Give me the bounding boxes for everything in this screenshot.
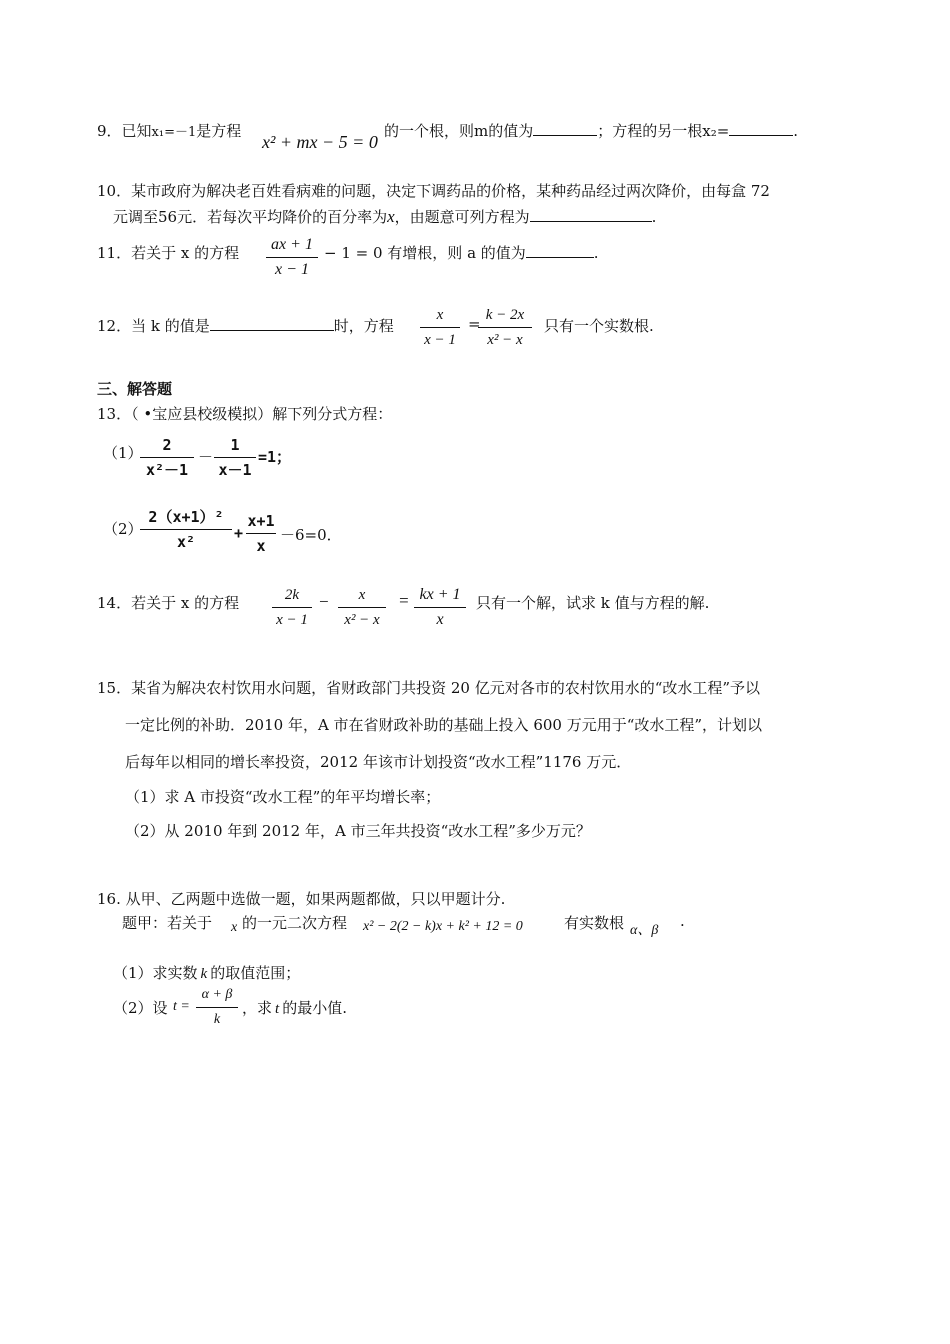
q12-den1: x − 1 bbox=[424, 332, 456, 348]
q14-den2: x² − x bbox=[344, 612, 380, 628]
q16-dot: · bbox=[680, 916, 685, 934]
q9-blank-m[interactable] bbox=[533, 121, 597, 136]
q12-fraction-2 bbox=[478, 306, 532, 349]
q16-sub2-a: （2）设 bbox=[113, 999, 168, 1017]
q13-p2-num1: 2（x+1）² bbox=[148, 508, 224, 526]
q13-p1-num2: 1 bbox=[230, 436, 240, 454]
q14-fraction-1 bbox=[272, 586, 312, 629]
q9-end: . bbox=[793, 122, 799, 140]
q16-t-lhs: t = bbox=[173, 999, 190, 1014]
q11-end: . bbox=[593, 244, 599, 262]
q9-prefix: 9．已知 bbox=[97, 122, 152, 140]
q14-num3: kx + 1 bbox=[419, 586, 461, 603]
q13-p1-den2: x－1 bbox=[218, 461, 252, 479]
q13-p1-frac2 bbox=[214, 436, 256, 479]
q13-p1-label: （1） bbox=[103, 444, 143, 462]
q16-t-fraction bbox=[196, 986, 238, 1029]
q13-p2-num2: x+1 bbox=[247, 512, 275, 530]
q13-p1-minus: － bbox=[198, 448, 214, 466]
q12-num2: k − 2x bbox=[485, 307, 525, 323]
q16-t-var: t bbox=[275, 1001, 280, 1017]
q16-t-num: α + β bbox=[201, 987, 233, 1002]
q13-p2-den2: x bbox=[256, 537, 266, 555]
q13-p1-rest: =1； bbox=[258, 448, 292, 466]
q16-line2-c: 有实数根 bbox=[564, 914, 625, 932]
q13-p2-den1: x² bbox=[176, 533, 196, 551]
q10-line2b: ，由题意可列方程为 bbox=[394, 208, 530, 226]
q12-prefix: 12．当 k 的值是 bbox=[97, 317, 210, 335]
q13-p1-frac1 bbox=[140, 436, 194, 479]
q11-prefix: 11．若关于 x 的方程 bbox=[97, 244, 240, 262]
q15-line1: 15．某省为解决农村饮用水问题，省财政部门共投资 20 亿元对各市的农村饮用水的“改水工程”予以 bbox=[97, 679, 761, 697]
q11-fraction bbox=[266, 236, 318, 279]
q12-blank[interactable] bbox=[210, 316, 334, 331]
q14-prefix: 14．若关于 x 的方程 bbox=[97, 594, 240, 612]
q16-sub2-c: 的最小值. bbox=[282, 999, 347, 1017]
q13-p1-num1: 2 bbox=[162, 436, 172, 454]
q10-blank[interactable] bbox=[530, 207, 652, 222]
q16-line2-a: 题甲：若关于 bbox=[122, 914, 213, 932]
q16-line2-b: 的一元二次方程 bbox=[242, 914, 348, 932]
q16-sub1 bbox=[113, 962, 300, 983]
q9-x1: x₁=－1 bbox=[151, 125, 197, 140]
q14-minus: − bbox=[318, 592, 330, 611]
q12-eq: = bbox=[468, 315, 481, 333]
q14-den3: x bbox=[436, 611, 444, 628]
q13-p2-plus: + bbox=[234, 524, 244, 542]
q10-line2a: 元调至56元．若每次平均降价的百分率为 bbox=[113, 208, 388, 226]
q14-fraction-3 bbox=[414, 586, 466, 629]
q14-rest: 只有一个解，试求 k 值与方程的解. bbox=[476, 594, 710, 612]
question-10-line2 bbox=[113, 206, 656, 227]
q15-line2: 一定比例的补助．2010 年，A 市在省财政补助的基础上投入 600 万元用于“改水工程”，计划以 bbox=[125, 716, 763, 734]
q16-sub1-b: 的取值范围； bbox=[210, 964, 301, 982]
q11-numerator: ax + 1 bbox=[271, 236, 313, 253]
q13-p2-frac1 bbox=[140, 508, 232, 551]
q14-den1: x − 1 bbox=[276, 612, 308, 628]
q13-p2-rest: －6=0． bbox=[280, 526, 342, 544]
q9-tail bbox=[384, 120, 798, 141]
q9-suffix-b: ；方程的另一根x₂= bbox=[597, 122, 730, 140]
q16-equation: x² − 2(2 − k)x + k² + 12 = 0 bbox=[363, 919, 523, 934]
q9-equation: x² + mx − 5 = 0 bbox=[262, 132, 378, 152]
q16-sub1-k: k bbox=[200, 966, 208, 982]
q10-end: . bbox=[651, 208, 657, 226]
q9-mid: 是方程 bbox=[196, 122, 242, 140]
q13-p1-den1: x²－1 bbox=[145, 461, 189, 479]
q16-t-den: k bbox=[213, 1012, 221, 1027]
q13-p2-frac2 bbox=[246, 512, 276, 555]
q11-rest-line bbox=[324, 242, 599, 263]
q13-p2-label: （2） bbox=[103, 520, 143, 538]
q12-num1: x bbox=[436, 307, 444, 323]
q15-sub2: （2）从 2010 年到 2012 年，A 市三年共投资“改水工程”多少万元？ bbox=[125, 822, 591, 840]
q14-fraction-2 bbox=[338, 586, 386, 629]
q16-sub2-tail bbox=[242, 997, 347, 1018]
q14-num2: x bbox=[358, 587, 366, 603]
q16-sub1-a: （1）求实数 bbox=[113, 964, 198, 982]
q10-var: x bbox=[387, 207, 395, 226]
q15-line3: 后每年以相同的增长率投资，2012 年该市计划投资“改水工程”1176 万元． bbox=[125, 753, 632, 771]
q13-stem: 13．（ •宝应县校级模拟）解下列分式方程： bbox=[97, 405, 393, 423]
q12-mid: 时，方程 bbox=[333, 317, 394, 335]
question-9 bbox=[97, 120, 241, 141]
q16-roots: α、β bbox=[630, 923, 659, 938]
q14-num1: 2k bbox=[284, 587, 300, 603]
q11-rest: − 1 = 0 有增根，则 a 的值为 bbox=[324, 244, 526, 262]
q9-suffix-a: 的一个根，则m的值为 bbox=[384, 122, 534, 140]
section-3-title: 三、解答题 bbox=[97, 380, 173, 398]
q12-den2: x² − x bbox=[487, 332, 523, 348]
q16-var-x: x bbox=[231, 920, 238, 935]
q15-sub1: （1）求 A 市投资“改水工程”的年平均增长率； bbox=[125, 788, 441, 806]
q12-line bbox=[97, 315, 394, 336]
q16-line1: 16. 从甲、乙两题中选做一题，如果两题都做，只以甲题计分. bbox=[97, 890, 506, 908]
q12-fraction-1 bbox=[420, 306, 460, 349]
q16-sub2-b: ，求 bbox=[242, 999, 273, 1017]
q12-rest: 只有一个实数根. bbox=[544, 317, 654, 335]
q9-blank-x2[interactable] bbox=[729, 121, 793, 136]
q14-eq: = bbox=[398, 591, 410, 610]
q11-blank[interactable] bbox=[526, 243, 594, 258]
question-10-line1: 10．某市政府为解决老百姓看病难的问题，决定下调药品的价格，某种药品经过两次降价，由每盒 72 bbox=[97, 182, 770, 200]
q11-denominator: x − 1 bbox=[275, 261, 309, 278]
